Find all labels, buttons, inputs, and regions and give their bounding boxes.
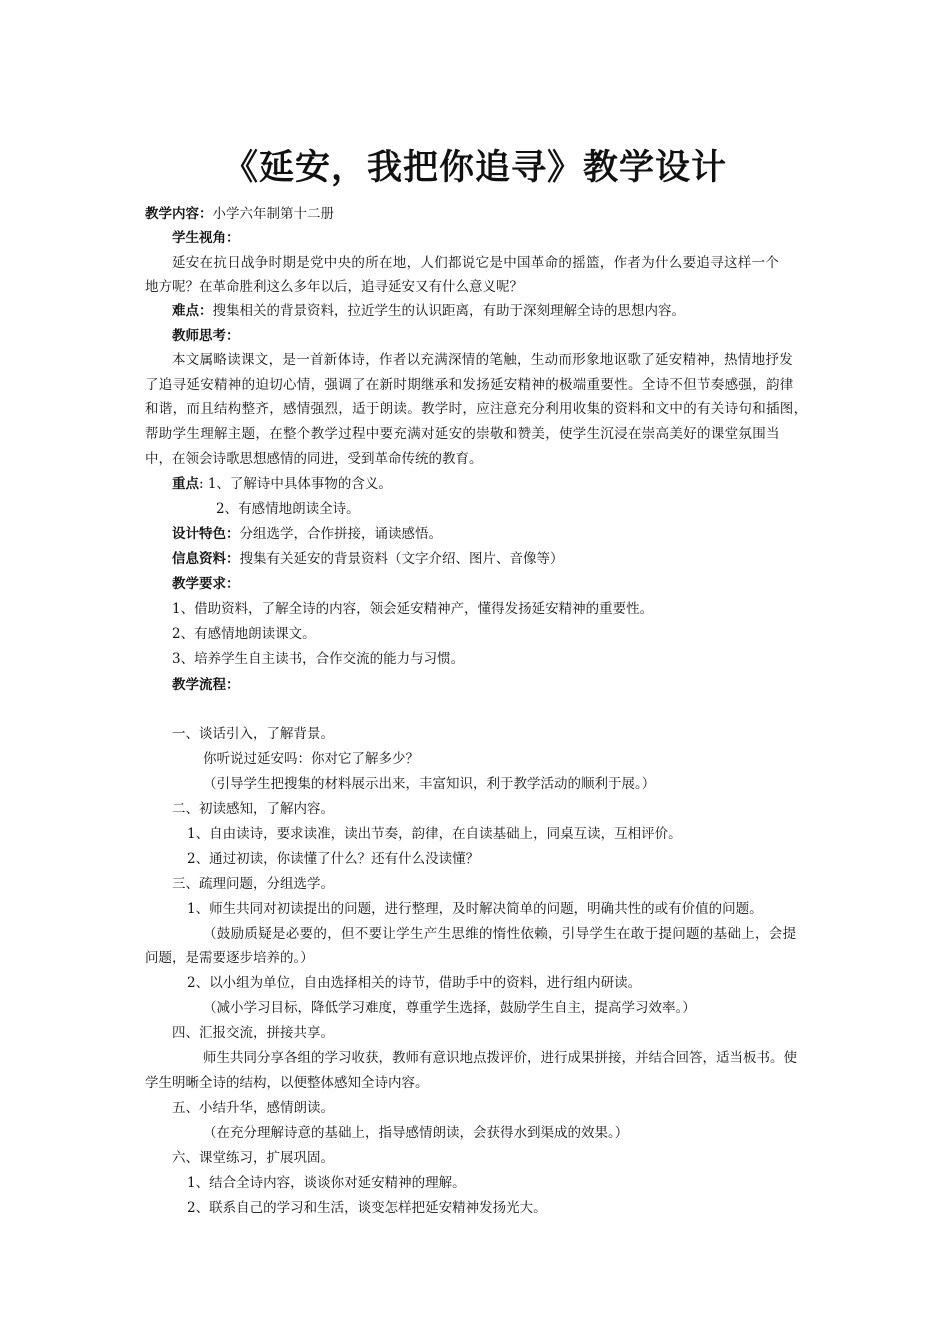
step-title: 五、小结升华，感情朗读。 [172,1100,334,1116]
student-heading: 学生视角： [172,230,240,246]
step-title: 一、谈话引入，了解背景。 [172,726,334,742]
teacher-para-line: 了追寻延安精神的迫切心情，强调了在新时期继承和发扬延安精神的极端重要性。全诗不但节奏感强，韵律 [145,377,794,393]
step-title: 六、课堂练习，扩展巩固。 [172,1150,334,1166]
step-line: 1、自由读诗，要求读准，读出节奏，韵律，在自读基础上，同桌互读，互相评价。 [187,826,682,842]
info-label: 信息资料： [172,551,240,567]
focus-item: : 1、了解诗中具体事物的含义。 [199,476,392,492]
step-line: 2、通过初读，你读懂了什么？还有什么没读懂？ [187,851,480,867]
teacher-para-line: 和谐，而且结构整齐，感情强烈，适于朗读。教学时，应注意充分利用收集的资料和文中的有关诗句和插图， [145,401,808,417]
step-title: 四、汇报交流，拼接共享。 [172,1025,334,1041]
document-title: 《延安，我把你追寻》教学设计 [222,148,727,188]
student-para-line: 延安在抗日战争时期是党中央的所在地，人们都说它是中国革命的摇篮，作者为什么要追寻这样一个 [172,255,780,271]
step-para-line: 学生明晰全诗的结构，以便整体感知全诗内容。 [145,1075,429,1091]
info-line [172,549,564,569]
focus-line [172,474,392,494]
step-title: 二、初读感知，了解内容。 [172,801,334,817]
step-note: （减小学习目标，降低学习难度，尊重学生选择，鼓励学生自主，提高学习效率。） [203,1000,696,1016]
requirement-item: 2、有感情地朗读课文。 [172,626,316,642]
step-note: （引导学生把搜集的材料展示出来，丰富知识，利于教学活动的顺利于展。） [203,776,656,792]
teacher-para-line: 帮助学生理解主题，在整个教学过程中要充满对延安的崇敬和赞美，使学生沉浸在崇高美好的课堂氛围当 [145,426,780,442]
design-value: 分组选学，合作拼接，诵读感悟。 [239,526,442,542]
content-value: 小学六年制第十二册 [212,206,334,222]
design-line [172,524,442,544]
step-line: 1、师生共同对初读提出的问题，进行整理，及时解决简单的问题，明确共性的或有价值的问题。 [187,901,763,917]
requirements-heading: 教学要求： [172,576,240,592]
flow-heading: 教学流程： [172,677,240,693]
focus-item: 2、有感情地朗读全诗。 [216,501,360,517]
step-note: （鼓励质疑是必要的，但不要让学生产生思维的惰性依赖，引导学生在敢于提问题的基础上，会提 [203,926,797,942]
requirement-item: 1、借助资料，了解全诗的内容，领会延安精神产，懂得发扬延安精神的重要性。 [172,601,654,617]
step-line: 2、以小组为单位，自由选择相关的诗节，借助手中的资料，进行组内研读。 [187,975,642,991]
content-line [145,204,334,224]
step-line: 1、结合全诗内容，谈谈你对延安精神的理解。 [187,1175,466,1191]
step-line: 你听说过延安吗：你对它了解多少？ [203,751,419,767]
teacher-para-line: 本文属略读课文，是一首新体诗，作者以充满深情的笔触，生动而形象地讴歌了延安精神，热情地抒发 [172,352,793,368]
step-note: 问题，是需要逐步培养的。） [145,950,314,966]
info-value: 搜集有关延安的背景资料（文字介绍、图片、音像等） [239,551,564,567]
student-para-line: 地方呢？在革命胜利这么多年以后，追寻延安又有什么意义呢？ [145,279,523,295]
design-label: 设计特色： [172,526,240,542]
teacher-heading: 教师思考： [172,328,240,344]
requirement-item: 3、培养学生自主读书，合作交流的能力与习惯。 [172,651,465,667]
difficulty-value: 搜集相关的背景资料，拉近学生的认识距离，有助于深刻理解全诗的思想内容。 [212,303,685,319]
step-para-line: 师生共同分享各组的学习收获，教师有意识地点拨评价，进行成果拼接，并结合回答，适当板书。使 [203,1050,797,1066]
focus-label: 重点 [172,476,199,492]
teacher-para-line: 中，在领会诗歌思想感情的同进，受到革命传统的教育。 [145,451,483,467]
difficulty-line [172,301,685,321]
step-line: 2、联系自己的学习和生活，谈变怎样把延安精神发扬光大。 [187,1200,547,1216]
step-title: 三、疏理问题，分组选学。 [172,876,334,892]
difficulty-label: 难点： [172,303,213,319]
step-note: （在充分理解诗意的基础上，指导感情朗读，会获得水到渠成的效果。） [203,1125,629,1141]
content-label: 教学内容： [145,206,213,222]
